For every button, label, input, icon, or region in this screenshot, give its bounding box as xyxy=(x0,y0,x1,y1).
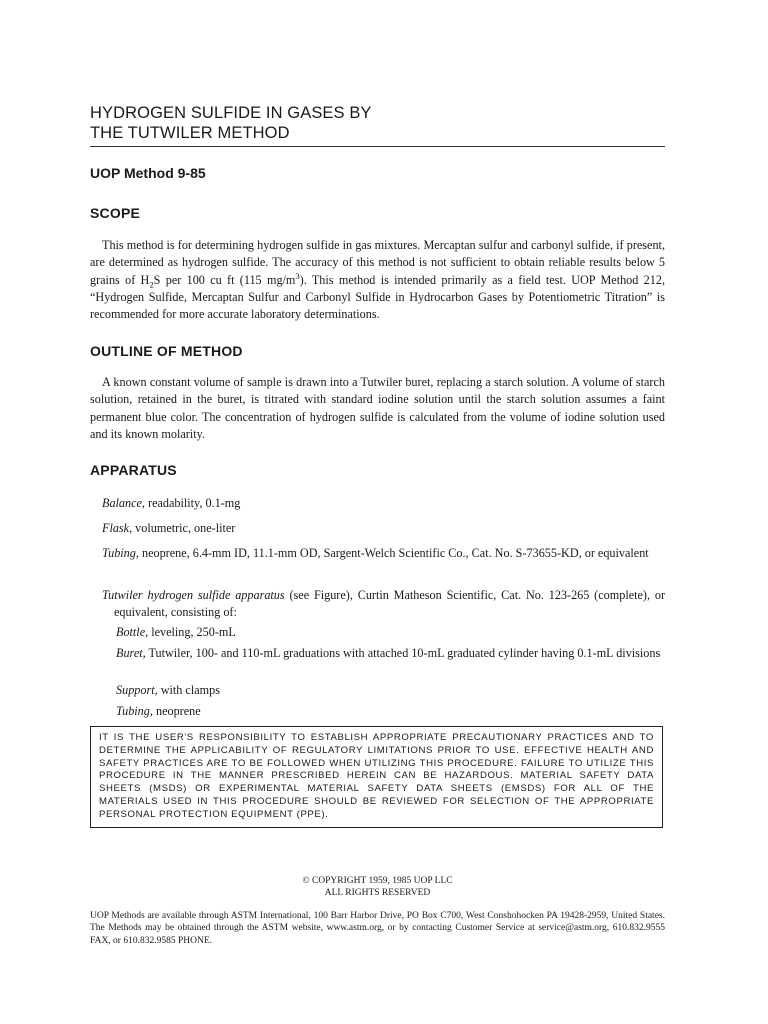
document-title xyxy=(90,103,665,147)
apparatus-subitem-bottle xyxy=(116,624,665,641)
method-number: UOP Method 9-85 xyxy=(90,165,206,181)
apparatus-heading: APPARATUS xyxy=(90,462,177,478)
outline-heading: OUTLINE OF METHOD xyxy=(90,343,243,359)
item-desc: volumetric, one-liter xyxy=(132,521,236,535)
item-term: Balance, xyxy=(102,496,145,510)
scope-text-1: This method is for determining hydrogen sulfide in gas mixtures. Mercaptan sulfur and carbonyl sulfide, if present, are determined as hydrogen sulfide. The accuracy of this method is not sufficient to obtain reliable results below 5 grains of H xyxy=(90,238,665,287)
scope-paragraph xyxy=(90,237,665,323)
item-term: Bottle, xyxy=(116,625,149,639)
copyright-line-1: © COPYRIGHT 1959, 1985 UOP LLC xyxy=(302,876,453,886)
scope-text-2: S per 100 cu ft (115 mg/m xyxy=(153,272,296,287)
subscript-2: 2 xyxy=(149,279,154,290)
apparatus-item-flask xyxy=(102,520,665,537)
safety-warning-box: IT IS THE USER'S RESPONSIBILITY TO ESTABLISH APPROPRIATE PRECAUTIONARY PRACTICES AND TO DETERMINE THE APPLICABILITY OF REGULATORY LIMITATIONS PRIOR TO USE. EFFECTIVE HEALTH AND SAFETY PRACTICES ARE TO BE FOLLOWED WHEN UTILIZING THIS PROCEDURE. FAILURE TO UTILIZE THIS PROCEDURE IN THE MANNER PRESCRIBED HEREIN CAN BE HAZARDOUS. MATERIAL SAFETY DATA SHEETS (MSDS) OR EXPERIMENTAL MATERIAL SAFETY DATA SHEETS (EMSDS) FOR ALL OF THE MATERIALS USED IN THIS PROCEDURE SHOULD BE REVIEWED FOR SELECTION OF THE APPROPRIATE PERSONAL PROTECTION EQUIPMENT (PPE). xyxy=(90,726,663,828)
item-term: Support, xyxy=(116,683,158,697)
item-desc: readability, 0.1-mg xyxy=(144,496,241,510)
outline-paragraph: A known constant volume of sample is drawn into a Tutwiler buret, replacing a starch solution. A volume of starch solution, retained in the buret, is titrated with standard iodine solution until the starch solution assumes a faint permanent blue color. The concentration of hydrogen sulfide is calculated from the volume of iodine solution used and its known molarity. xyxy=(90,375,665,441)
item-desc: with clamps xyxy=(157,683,220,697)
apparatus-subitem-support xyxy=(116,682,665,699)
superscript-3: 3 xyxy=(295,270,300,281)
apparatus-subitem-buret xyxy=(116,645,665,662)
scope-text-3: ). This method is intended primarily as a field test. UOP Method 212, “Hydrogen Sulfide, Mercaptan Sulfur and Carbonyl Sulfide in Hydrocarbon Gases by Potentiometric Titration” is recommended for more accurate laboratory determinations. xyxy=(90,272,665,322)
item-desc: neoprene, 6.4-mm ID, 11.1-mm OD, Sargent-Welch Scientific Co., Cat. No. S-73655-KD, or equivalent xyxy=(138,546,649,560)
apparatus-item-tutwiler xyxy=(90,587,665,620)
apparatus-item-tubing xyxy=(90,545,665,562)
scope-heading: SCOPE xyxy=(90,205,141,221)
apparatus-item-balance xyxy=(102,495,665,512)
item-desc: leveling, 250-mL xyxy=(148,625,236,639)
item-term: Tutwiler hydrogen sulfide apparatus xyxy=(102,588,285,602)
title-line-2: THE TUTWILER METHOD xyxy=(90,124,290,142)
copyright-notice xyxy=(90,876,665,899)
title-line-1: HYDROGEN SULFIDE IN GASES BY xyxy=(90,104,372,122)
item-desc: Tutwiler, 100- and 110-mL graduations with attached 10-mL graduated cylinder having 0.1-mL divisions xyxy=(145,646,661,660)
item-desc: neoprene xyxy=(152,704,201,718)
item-term: Tubing, xyxy=(102,546,139,560)
item-term: Buret, xyxy=(116,646,146,660)
item-term: Tubing, xyxy=(116,704,153,718)
item-desc: (see Figure), Curtin Matheson Scientific, Cat. No. 123-265 (complete), or equivalent, consisting of: xyxy=(114,588,665,619)
availability-footer: UOP Methods are available through ASTM International, 100 Barr Harbor Drive, PO Box C700, West Conshohocken PA 19428-2959, United States. The Methods may be obtained through the ASTM website, www.astm.org, or by contacting Customer Service at service@astm.org, 610.832.9555 FAX, or 610.832.9585 PHONE. xyxy=(90,911,665,946)
apparatus-subitem-tubing xyxy=(116,703,665,720)
item-term: Flask, xyxy=(102,521,133,535)
copyright-line-2: ALL RIGHTS RESERVED xyxy=(324,887,431,898)
